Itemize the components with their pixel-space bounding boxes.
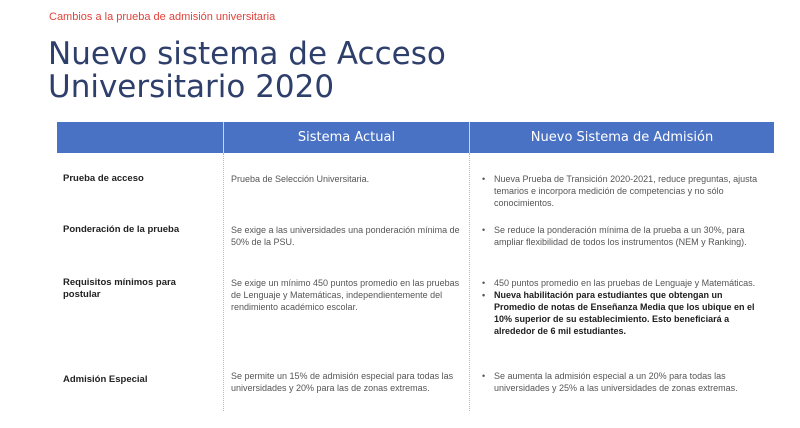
cell-nuevo-sistema — [468, 173, 774, 209]
table-header — [57, 122, 774, 153]
row-label: Prueba de acceso — [63, 173, 144, 184]
list-item: • Se reduce la ponderación mínima de la prueba a un 30%, para ampliar flexibilidad de todos los instrumentos (NEM y Ranking). — [482, 224, 764, 248]
section-kicker: Cambios a la prueba de admisión universitaria — [49, 11, 276, 23]
cell-sistema-actual: Se exige a las universidades una ponderación mínima de 50% de la PSU. — [231, 225, 460, 247]
row-label: Admisión Especial — [63, 374, 148, 385]
header-sistema-actual: Sistema Actual — [224, 122, 470, 153]
table-row-admision-especial — [57, 370, 774, 394]
row-label: Requisitos mínimos para postular — [63, 277, 176, 300]
cell-sistema-actual: Se permite un 15% de admisión especial para todas las universidades y 20% para las de zonas extremas. — [231, 371, 454, 393]
page-title: Nuevo sistema de Acceso Universitario 2020 — [48, 36, 446, 105]
list-item: • Se aumenta la admisión especial a un 20% para todas las universidades y 25% a las universidades de zonas extremas. — [482, 370, 764, 394]
cell-nuevo-sistema — [468, 370, 774, 394]
list-item: • Nueva habilitación para estudiantes que obtengan un Promedio de notas de Enseñanza Media que los ubique en el 10% superior de su establecimiento. Esto beneficiará a alrededor de 6 mil estudiantes. — [482, 289, 764, 337]
table-row-ponderacion — [57, 224, 774, 248]
table-row-requisitos — [57, 277, 774, 337]
list-item: • Nueva Prueba de Transición 2020-2021, reduce preguntas, ajusta temarios e incorpora medición de competencias y no sólo conocimientos. — [482, 173, 764, 209]
cell-sistema-actual: Se exige un mínimo 450 puntos promedio en las pruebas de Lenguaje y Matemáticas, independientemente del rendimiento académico escolar. — [231, 278, 460, 312]
row-label: Ponderación de la prueba — [63, 224, 180, 235]
table-row-prueba-acceso — [57, 173, 774, 209]
header-nuevo-sistema: Nuevo Sistema de Admisión — [530, 130, 714, 145]
comparison-table — [57, 122, 774, 153]
header-empty-cell — [57, 122, 224, 153]
cell-nuevo-sistema — [468, 277, 774, 337]
cell-sistema-actual: Prueba de Selección Universitaria. — [231, 174, 370, 184]
cell-nuevo-sistema — [468, 224, 774, 248]
list-item: • 450 puntos promedio en las pruebas de Lenguaje y Matemáticas. — [482, 277, 764, 289]
